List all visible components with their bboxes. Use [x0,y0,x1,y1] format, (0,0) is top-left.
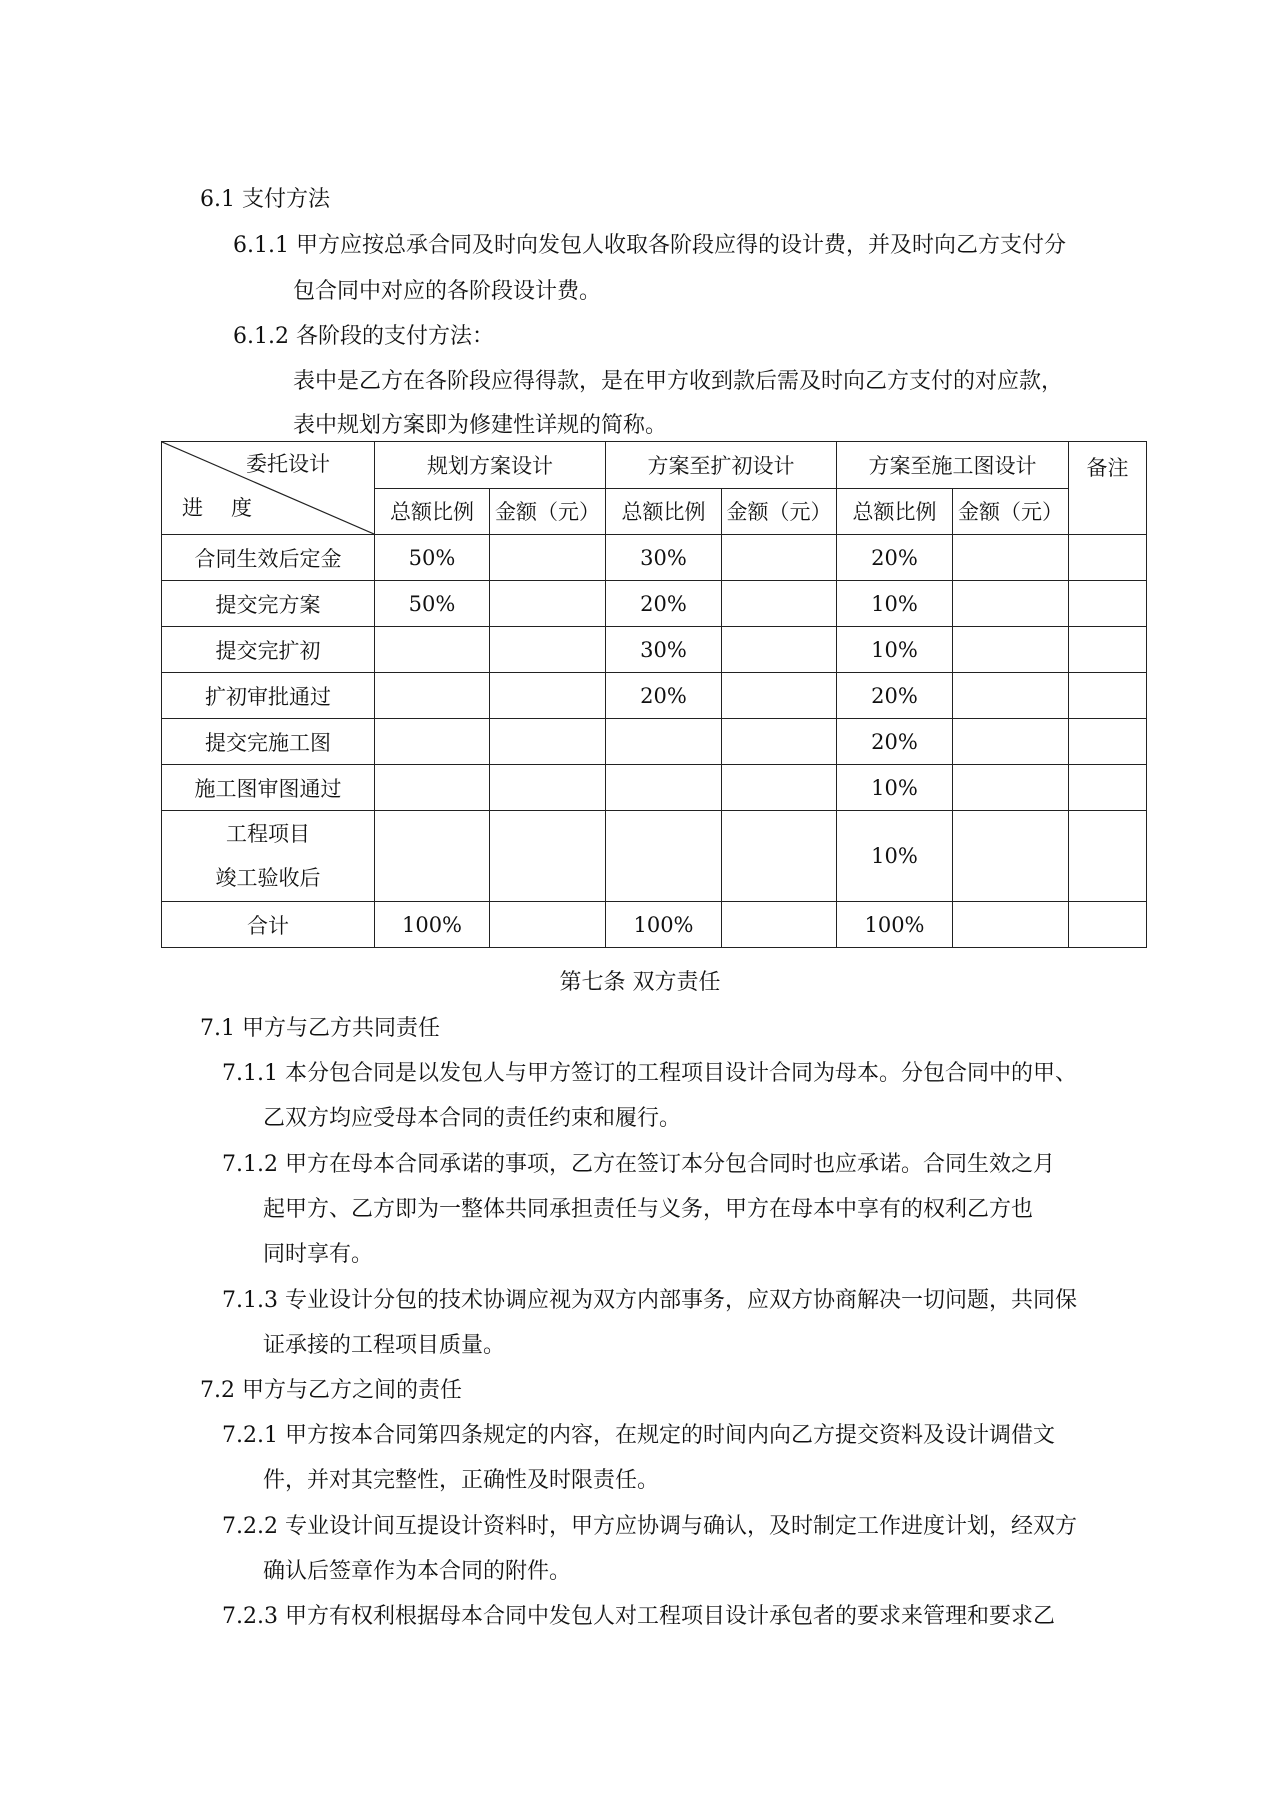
plan-amount [490,765,606,811]
preliminary-amount [722,765,837,811]
plan-ratio [375,673,490,719]
preliminary-amount [722,535,837,581]
remarks-cell [1069,581,1147,627]
group-header-plan: 规划方案设计 [375,442,606,489]
subheader-amount: 金额（元） [490,488,606,535]
table-row [162,581,1147,627]
remarks-cell [1069,902,1147,948]
plan-amount [490,581,606,627]
paragraph-7-2-2-line-1: 7.2.2 专业设计间互提设计资料时，甲方应协调与确认，及时制定工作进度计划，经双方 [222,1514,1077,1539]
remarks-cell [1069,719,1147,765]
construction-amount [953,811,1069,902]
paragraph-7-1-2-line-1: 7.1.2 甲方在母本合同承诺的事项，乙方在签订本分包合同时也应承诺。合同生效之月 [222,1152,1055,1177]
construction-amount [953,673,1069,719]
remarks-cell [1069,535,1147,581]
plan-amount [490,535,606,581]
table-row [162,811,1147,902]
table-row [162,535,1147,581]
construction-amount [953,627,1069,673]
corner-label-design: 委托设计 [246,452,330,476]
paragraph-7-1-2-line-3: 同时享有。 [263,1242,374,1267]
remarks-cell [1069,673,1147,719]
stage-label [162,811,375,902]
subheader-ratio: 总额比例 [375,488,490,535]
construction-ratio: 20% [837,719,953,765]
stage-label: 提交完扩初 [162,627,375,673]
preliminary-amount [722,811,837,902]
preliminary-ratio: 20% [606,673,722,719]
remarks-cell [1069,627,1147,673]
preliminary-ratio: 30% [606,535,722,581]
section-heading-7-2: 7.2 甲方与乙方之间的责任 [200,1378,462,1403]
section-heading-6-1: 6.1 支付方法 [200,187,330,212]
construction-amount [953,902,1069,948]
construction-amount [953,719,1069,765]
plan-amount [490,811,606,902]
preliminary-amount [722,719,837,765]
paragraph-7-2-1-line-1: 7.2.1 甲方按本合同第四条规定的内容，在规定的时间内向乙方提交资料及设计调借文 [222,1423,1055,1448]
preliminary-amount [722,902,837,948]
plan-amount [490,719,606,765]
table-total-row [162,902,1147,948]
stage-label: 施工图审图通过 [162,765,375,811]
table-row [162,627,1147,673]
table-row [162,765,1147,811]
construction-ratio: 10% [837,765,953,811]
paragraph-7-1-3-line-1: 7.1.3 专业设计分包的技术协调应视为双方内部事务，应双方协商解决一切问题，共同保 [222,1288,1077,1313]
stage-label-line-1: 工程项目 [226,822,310,846]
plan-amount [490,627,606,673]
stage-label: 提交完施工图 [162,719,375,765]
table-header-row [162,442,1147,489]
construction-amount [953,535,1069,581]
subheader-ratio: 总额比例 [837,488,953,535]
paragraph-6-1-1-line-2: 包合同中对应的各阶段设计费。 [293,279,602,304]
preliminary-amount [722,581,837,627]
subheader-ratio: 总额比例 [606,488,722,535]
construction-ratio: 10% [837,581,953,627]
plan-ratio [375,765,490,811]
stage-label-line-2: 竣工验收后 [215,866,321,890]
remarks-cell [1069,811,1147,902]
preliminary-total: 100% [606,902,722,948]
preliminary-amount [722,673,837,719]
preliminary-ratio [606,719,722,765]
paragraph-7-1-3-line-2: 证承接的工程项目质量。 [263,1333,506,1358]
paragraph-7-2-1-line-2: 件，并对其完整性，正确性及时限责任。 [263,1468,660,1493]
paragraph-7-2-2-line-2: 确认后签章作为本合同的附件。 [263,1559,572,1584]
table-row [162,673,1147,719]
plan-ratio [375,719,490,765]
table-corner-cell [162,442,375,535]
preliminary-amount [722,627,837,673]
corner-label-progress: 进度 [182,496,280,520]
article-7-title: 第七条 双方责任 [559,970,721,995]
table-row [162,719,1147,765]
preliminary-ratio: 30% [606,627,722,673]
plan-ratio: 50% [375,535,490,581]
plan-total: 100% [375,902,490,948]
preliminary-ratio [606,765,722,811]
paragraph-7-1-1-line-2: 乙双方均应受母本合同的责任约束和履行。 [263,1106,682,1131]
plan-ratio [375,811,490,902]
stage-label: 合同生效后定金 [162,535,375,581]
group-header-preliminary: 方案至扩初设计 [606,442,837,489]
stage-label: 扩初审批通过 [162,673,375,719]
construction-total: 100% [837,902,953,948]
construction-amount [953,581,1069,627]
paragraph-7-1-1-line-1: 7.1.1 本分包合同是以发包人与甲方签订的工程项目设计合同为母本。分包合同中的甲、 [222,1061,1077,1086]
preliminary-ratio [606,811,722,902]
stage-label: 提交完方案 [162,581,375,627]
remarks-header: 备注 [1069,442,1147,535]
total-label: 合计 [162,902,375,948]
paragraph-7-1-2-line-2: 起甲方、乙方即为一整体共同承担责任与义务，甲方在母本中享有的权利乙方也 [263,1197,1034,1222]
plan-ratio: 50% [375,581,490,627]
construction-amount [953,765,1069,811]
subheader-amount: 金额（元） [953,488,1069,535]
paragraph-6-1-1-line-1: 6.1.1 甲方应按总承合同及时向发包人收取各阶段应得的设计费，并及时向乙方支付分 [233,233,1066,258]
construction-ratio: 10% [837,627,953,673]
construction-ratio: 10% [837,811,953,902]
section-heading-7-1: 7.1 甲方与乙方共同责任 [200,1016,440,1041]
payment-schedule-table [161,441,1147,948]
construction-ratio: 20% [837,535,953,581]
table-note-line-2: 表中规划方案即为修建性详规的简称。 [293,413,668,438]
paragraph-6-1-2: 6.1.2 各阶段的支付方法： [233,324,494,349]
table-note-line-1: 表中是乙方在各阶段应得得款，是在甲方收到款后需及时向乙方支付的对应款， [293,369,1064,394]
construction-ratio: 20% [837,673,953,719]
subheader-amount: 金额（元） [722,488,837,535]
paragraph-7-2-3-line-1: 7.2.3 甲方有权利根据母本合同中发包人对工程项目设计承包者的要求来管理和要求乙 [222,1604,1055,1629]
plan-amount [490,902,606,948]
plan-amount [490,673,606,719]
group-header-construction: 方案至施工图设计 [837,442,1069,489]
remarks-cell [1069,765,1147,811]
plan-ratio [375,627,490,673]
preliminary-ratio: 20% [606,581,722,627]
